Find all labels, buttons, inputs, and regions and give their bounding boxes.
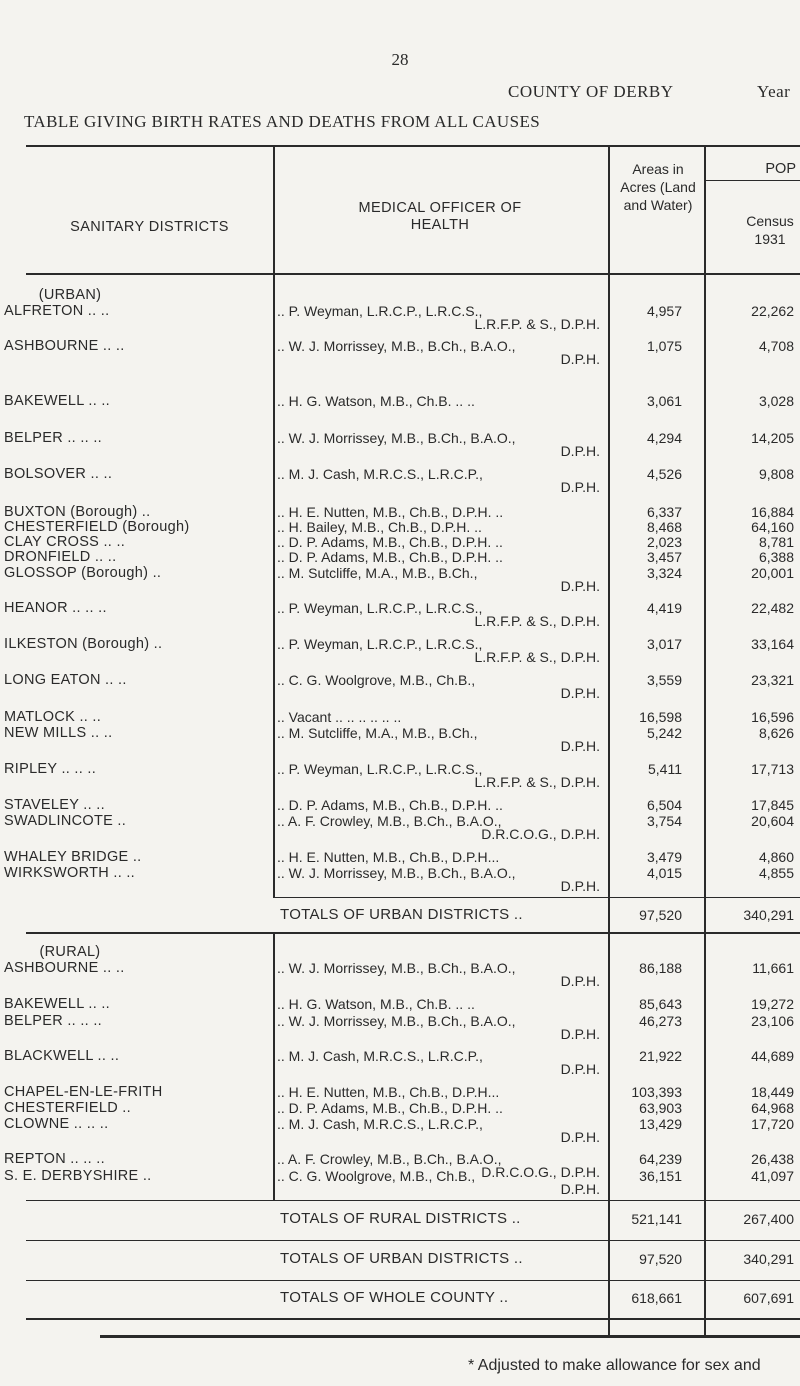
- district-name: ASHBOURNE .. ..: [4, 960, 125, 976]
- medical-officer: [277, 813, 604, 842]
- officer-line-1: .. H. E. Nutten, M.B., Ch.B., D.P.H. ..: [277, 504, 504, 520]
- census-value: 11,661: [752, 960, 794, 976]
- census-value: 33,164: [751, 636, 794, 652]
- urban-totals-top-rule: [273, 897, 800, 898]
- district-name: ASHBOURNE .. ..: [4, 338, 125, 354]
- table-bottom-rule: [100, 1335, 800, 1338]
- medical-officer: [277, 709, 604, 725]
- officer-line-1: .. P. Weyman, L.R.C.P., L.R.C.S.,: [277, 600, 483, 616]
- officer-line-1: .. C. G. Woolgrove, M.B., Ch.B.,: [277, 1168, 476, 1184]
- rural-totals-area: 521,141: [631, 1211, 682, 1227]
- district-name: CHESTERFIELD (Borough): [4, 519, 190, 535]
- summary-rule-3: [26, 1318, 800, 1320]
- area-value: 13,429: [639, 1116, 682, 1132]
- district-name: MATLOCK .. ..: [4, 709, 102, 725]
- header-areas: Areas in Acres (Land and Water): [620, 161, 696, 213]
- area-value: 16,598: [639, 709, 682, 725]
- census-value: 41,097: [751, 1168, 794, 1184]
- census-value: 4,708: [758, 338, 794, 354]
- urban-totals-bottom-rule: [26, 932, 800, 934]
- medical-officer: [277, 1116, 604, 1145]
- district-name: BAKEWELL .. ..: [4, 996, 111, 1012]
- officer-line-1: .. Vacant .. .. .. .. .. ..: [277, 709, 402, 725]
- census-value: 8,781: [758, 534, 794, 550]
- officer-line-1: .. D. P. Adams, M.B., Ch.B., D.P.H. ..: [277, 797, 503, 813]
- census-value: 16,884: [751, 504, 794, 520]
- district-name: ALFRETON .. ..: [4, 303, 110, 319]
- officer-line-1: .. D. P. Adams, M.B., Ch.B., D.P.H. ..: [277, 534, 503, 550]
- district-name: NEW MILLS .. ..: [4, 725, 113, 741]
- district-name: BELPER .. .. ..: [4, 430, 102, 446]
- medical-officer: [277, 565, 604, 594]
- census-value: 20,001: [751, 565, 794, 581]
- district-name: LONG EATON .. ..: [4, 672, 127, 688]
- area-value: 4,957: [646, 303, 682, 319]
- census-value: 16,596: [751, 709, 794, 725]
- area-value: 86,188: [639, 960, 682, 976]
- rural-totals-label: TOTALS OF RURAL DISTRICTS ..: [280, 1210, 521, 1227]
- summary-label: TOTALS OF WHOLE COUNTY ..: [280, 1289, 509, 1306]
- area-value: 3,754: [646, 813, 682, 829]
- census-value: 23,321: [751, 672, 794, 688]
- footnote: * Adjusted to make allowance for sex and: [468, 1357, 761, 1374]
- district-name: ILKESTON (Borough) ..: [4, 636, 163, 652]
- officer-line-2: D.P.H.: [560, 878, 600, 894]
- census-value: 64,968: [751, 1100, 794, 1116]
- district-name: BELPER .. .. ..: [4, 1013, 102, 1029]
- area-value: 4,294: [646, 430, 682, 446]
- medical-officer: [277, 960, 604, 989]
- area-value: 63,903: [639, 1100, 682, 1116]
- census-value: 4,860: [758, 849, 794, 865]
- medical-officer: [277, 338, 604, 367]
- medical-officer: [277, 393, 604, 409]
- medical-officer: [277, 466, 604, 495]
- census-value: 17,720: [751, 1116, 794, 1132]
- officer-line-1: .. W. J. Morrissey, M.B., B.Ch., B.A.O.,: [277, 338, 516, 354]
- area-value: 3,017: [646, 636, 682, 652]
- district-name: STAVELEY .. ..: [4, 797, 105, 813]
- district-name: SWADLINCOTE ..: [4, 813, 127, 829]
- district-name: WIRKSWORTH .. ..: [4, 865, 136, 881]
- col-divider-1a: [273, 146, 275, 897]
- district-name: GLOSSOP (Borough) ..: [4, 565, 162, 581]
- officer-line-2: D.P.H.: [560, 1129, 600, 1145]
- page-number: 28: [391, 50, 409, 69]
- district-name: S. E. DERBYSHIRE ..: [4, 1168, 152, 1184]
- pop-sub-rule: [706, 180, 800, 181]
- area-value: 1,075: [646, 338, 682, 354]
- district-name: REPTON .. .. ..: [4, 1151, 105, 1167]
- district-name: HEANOR .. .. ..: [4, 600, 107, 616]
- area-value: 5,242: [646, 725, 682, 741]
- medical-officer: [277, 672, 604, 701]
- urban-totals-area: 97,520: [639, 907, 682, 923]
- area-value: 8,468: [646, 519, 682, 535]
- urban-totals-census: 340,291: [743, 907, 794, 923]
- officer-line-2: D.P.H.: [560, 973, 600, 989]
- summary-census: 340,291: [743, 1251, 794, 1267]
- area-value: 3,479: [646, 849, 682, 865]
- officer-line-1: .. M. J. Cash, M.R.C.S., L.R.C.P.,: [277, 466, 483, 482]
- officer-line-1: .. D. P. Adams, M.B., Ch.B., D.P.H. ..: [277, 1100, 503, 1116]
- summary-area: 97,520: [639, 1251, 682, 1267]
- medical-officer: [277, 1013, 604, 1042]
- area-value: 6,504: [646, 797, 682, 813]
- area-value: 36,151: [639, 1168, 682, 1184]
- medical-officer: [277, 865, 604, 894]
- table-top-rule: [26, 145, 800, 147]
- officer-line-1: .. D. P. Adams, M.B., Ch.B., D.P.H. ..: [277, 549, 503, 565]
- officer-line-2: L.R.F.P. & S., D.P.H.: [474, 774, 600, 790]
- officer-line-2: D.P.H.: [560, 443, 600, 459]
- census-value: 64,160: [751, 519, 794, 535]
- summary-rule-2: [26, 1280, 800, 1281]
- medical-officer: [277, 849, 604, 865]
- officer-line-1: .. W. J. Morrissey, M.B., B.Ch., B.A.O.,: [277, 865, 516, 881]
- area-value: 4,419: [646, 600, 682, 616]
- district-name: WHALEY BRIDGE ..: [4, 849, 142, 865]
- district-name: BOLSOVER .. ..: [4, 466, 113, 482]
- census-value: 17,845: [751, 797, 794, 813]
- medical-officer: [277, 549, 604, 565]
- area-value: 103,393: [631, 1084, 682, 1100]
- area-value: 5,411: [648, 761, 682, 777]
- medical-officer: [277, 636, 604, 665]
- officer-line-2: D.P.H.: [560, 1061, 600, 1077]
- census-value: 8,626: [758, 725, 794, 741]
- medical-officer: [277, 725, 604, 754]
- area-value: 3,457: [646, 549, 682, 565]
- medical-officer: [277, 534, 604, 550]
- medical-officer: [277, 1084, 604, 1100]
- officer-line-1: .. P. Weyman, L.R.C.P., L.R.C.S.,: [277, 303, 483, 319]
- district-name: DRONFIELD .. ..: [4, 549, 117, 565]
- officer-line-2: D.P.H.: [560, 1181, 600, 1197]
- medical-officer: [277, 519, 604, 535]
- officer-line-1: .. M. Sutcliffe, M.A., M.B., B.Ch.,: [277, 725, 478, 741]
- medical-officer: [277, 1100, 604, 1116]
- area-value: 4,015: [646, 865, 682, 881]
- officer-line-1: .. C. G. Woolgrove, M.B., Ch.B.,: [277, 672, 476, 688]
- area-value: 21,922: [639, 1048, 682, 1064]
- header-medical-officer: MEDICAL OFFICER OF HEALTH: [358, 200, 522, 233]
- census-value: 4,855: [758, 865, 794, 881]
- officer-line-2: L.R.F.P. & S., D.P.H.: [474, 649, 600, 665]
- district-name: CLOWNE .. .. ..: [4, 1116, 109, 1132]
- district-name: CHESTERFIELD ..: [4, 1100, 131, 1116]
- urban-totals-label: TOTALS OF URBAN DISTRICTS ..: [280, 906, 523, 923]
- area-value: 3,061: [646, 393, 682, 409]
- header-bottom-rule: [26, 273, 800, 275]
- officer-line-1: .. H. G. Watson, M.B., Ch.B. .. ..: [277, 996, 475, 1012]
- officer-line-2: D.P.H.: [560, 578, 600, 594]
- medical-officer: [277, 504, 604, 520]
- medical-officer: [277, 303, 604, 332]
- county-title: COUNTY OF DERBY: [508, 82, 674, 101]
- medical-officer: [277, 1048, 604, 1077]
- census-value: 22,482: [751, 600, 794, 616]
- census-value: 3,028: [758, 393, 794, 409]
- officer-line-1: .. W. J. Morrissey, M.B., B.Ch., B.A.O.,: [277, 1013, 516, 1029]
- census-value: 23,106: [751, 1013, 794, 1029]
- area-value: 4,526: [646, 466, 682, 482]
- header-census: Census 1931: [746, 213, 794, 247]
- census-value: 14,205: [751, 430, 794, 446]
- area-value: 3,559: [646, 672, 682, 688]
- rural-section-label: (RURAL): [39, 944, 101, 960]
- area-value: 46,273: [639, 1013, 682, 1029]
- area-value: 85,643: [639, 996, 682, 1012]
- officer-line-1: .. W. J. Morrissey, M.B., B.Ch., B.A.O.,: [277, 430, 516, 446]
- district-name: BUXTON (Borough) ..: [4, 504, 151, 520]
- area-value: 64,239: [639, 1151, 682, 1167]
- officer-line-2: L.R.F.P. & S., D.P.H.: [474, 316, 600, 332]
- census-value: 17,713: [751, 761, 794, 777]
- officer-line-1: .. M. Sutcliffe, M.A., M.B., B.Ch.,: [277, 565, 478, 581]
- officer-line-1: .. P. Weyman, L.R.C.P., L.R.C.S.,: [277, 636, 483, 652]
- officer-line-1: .. M. J. Cash, M.R.C.S., L.R.C.P.,: [277, 1048, 483, 1064]
- rural-bottom-rule: [26, 1200, 800, 1201]
- district-name: CHAPEL-EN-LE-FRITH: [4, 1084, 163, 1100]
- medical-officer: [277, 761, 604, 790]
- census-value: 44,689: [751, 1048, 794, 1064]
- officer-line-2: D.P.H.: [560, 738, 600, 754]
- officer-line-1: .. W. J. Morrissey, M.B., B.Ch., B.A.O.,: [277, 960, 516, 976]
- summary-census: 607,691: [743, 1290, 794, 1306]
- district-name: CLAY CROSS .. ..: [4, 534, 126, 550]
- area-value: 3,324: [646, 565, 682, 581]
- col-divider-1b: [273, 933, 275, 1200]
- medical-officer: [277, 430, 604, 459]
- census-value: 26,438: [751, 1151, 794, 1167]
- medical-officer: [277, 996, 604, 1012]
- summary-rule-1: [26, 1240, 800, 1241]
- district-name: RIPLEY .. .. ..: [4, 761, 97, 777]
- medical-officer: [277, 600, 604, 629]
- officer-line-1: .. H. E. Nutten, M.B., Ch.B., D.P.H...: [277, 849, 500, 865]
- district-name: BAKEWELL .. ..: [4, 393, 111, 409]
- medical-officer: [277, 797, 604, 813]
- summary-label: TOTALS OF URBAN DISTRICTS ..: [280, 1250, 523, 1267]
- table-subtitle: TABLE GIVING BIRTH RATES AND DEATHS FROM ALL CAUSES: [24, 112, 541, 131]
- census-value: 18,449: [751, 1084, 794, 1100]
- officer-line-2: D.P.H.: [560, 1026, 600, 1042]
- census-value: 9,808: [758, 466, 794, 482]
- area-value: 2,023: [646, 534, 682, 550]
- officer-line-1: .. A. F. Crowley, M.B., B.Ch., B.A.O.,: [277, 813, 502, 829]
- officer-line-1: .. A. F. Crowley, M.B., B.Ch., B.A.O.,: [277, 1151, 502, 1167]
- census-value: 6,388: [758, 549, 794, 565]
- officer-line-1: .. H. G. Watson, M.B., Ch.B. .. ..: [277, 393, 475, 409]
- district-name: BLACKWELL .. ..: [4, 1048, 120, 1064]
- officer-line-1: .. P. Weyman, L.R.C.P., L.R.C.S.,: [277, 761, 483, 777]
- officer-line-2: D.P.H.: [560, 685, 600, 701]
- urban-section-label: (URBAN): [38, 287, 102, 303]
- census-value: 20,604: [751, 813, 794, 829]
- officer-line-2: D.R.C.O.G., D.P.H.: [481, 1164, 600, 1180]
- officer-line-2: D.R.C.O.G., D.P.H.: [481, 826, 600, 842]
- summary-area: 618,661: [631, 1290, 682, 1306]
- officer-line-1: .. M. J. Cash, M.R.C.S., L.R.C.P.,: [277, 1116, 483, 1132]
- officer-line-2: D.P.H.: [560, 351, 600, 367]
- officer-line-2: D.P.H.: [560, 479, 600, 495]
- officer-line-2: L.R.F.P. & S., D.P.H.: [474, 613, 600, 629]
- officer-line-1: .. H. Bailey, M.B., Ch.B., D.P.H. ..: [277, 519, 482, 535]
- medical-officer: [277, 1168, 604, 1197]
- header-sanitary-districts: SANITARY DISTRICTS: [70, 219, 229, 235]
- census-value: 22,262: [751, 303, 794, 319]
- officer-line-1: .. H. E. Nutten, M.B., Ch.B., D.P.H...: [277, 1084, 500, 1100]
- rural-totals-census: 267,400: [743, 1211, 794, 1227]
- area-value: 6,337: [646, 504, 682, 520]
- year-label: Year: [757, 82, 791, 101]
- census-value: 19,272: [751, 996, 794, 1012]
